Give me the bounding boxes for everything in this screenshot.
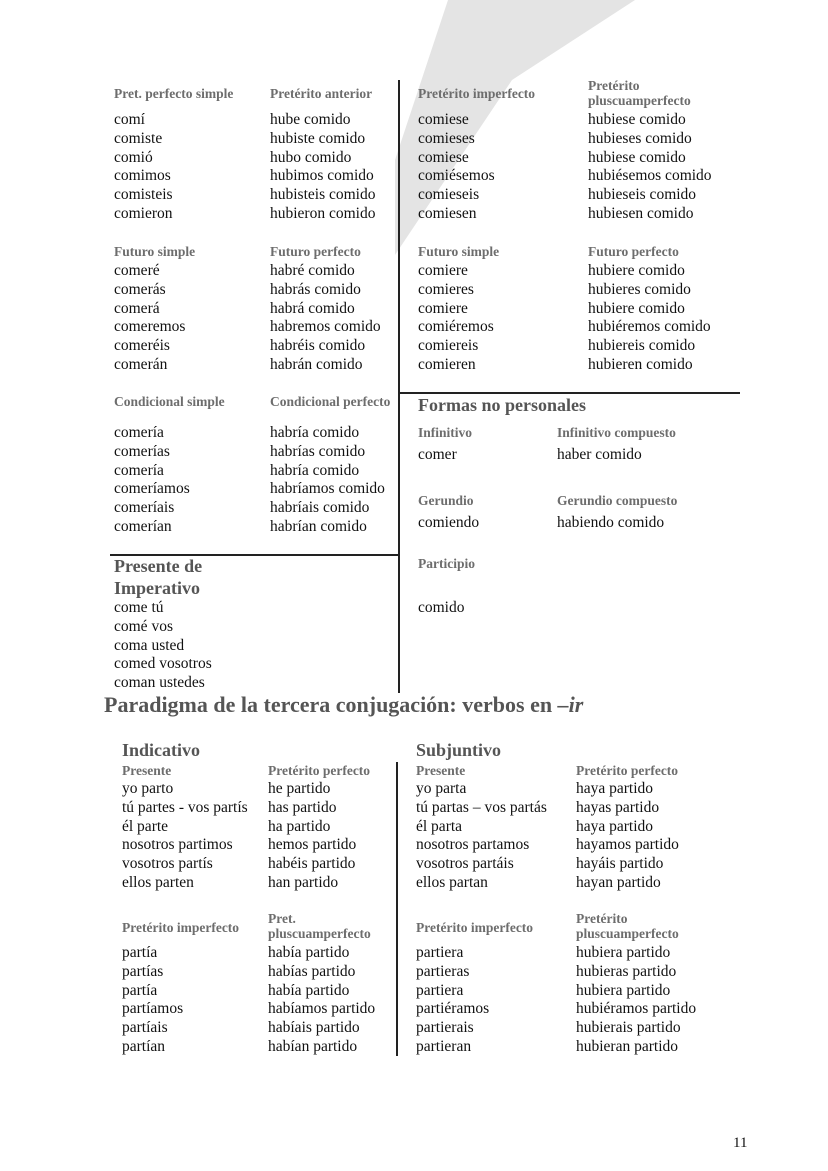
subj-pluscuamperfecto-column [576,911,679,941]
futuro-perfecto-ind-column [270,244,361,259]
verb-form: habrás comido [270,280,361,298]
condicional-perfecto-column [270,394,390,409]
verb-form: habré comido [270,262,355,279]
verb-form: hubieseis comido [588,186,697,204]
verb-form: nosotros partamos [416,836,530,854]
verb-form: habría comido [270,424,360,441]
verb-form: ellos parten [122,873,194,891]
verb-form: comeríais [114,499,175,517]
horizontal-rule [399,392,740,394]
imperativo-title-line2: Imperativo [114,577,200,598]
gerundio-compuesto-header: Gerundio compuesto [557,493,678,508]
imperativo-title [114,556,202,599]
verb-form: tú partes - vos partís [122,798,248,816]
ind-pret-perfecto-header: Pretérito perfecto [268,763,371,778]
verb-form: hubierais partido [576,1019,681,1037]
subj-pret-perfecto-forms [576,780,679,893]
infinitivo-header: Infinitivo [418,425,473,440]
verb-form: vosotros partáis [416,855,514,873]
column-header: Condicional simple [114,394,225,409]
futuro-perfecto-subj-column [588,244,679,259]
verb-form: había partido [268,944,350,961]
verb-form: coma usted [114,636,185,654]
participio-header: Participio [418,556,475,571]
gerundio-header: Gerundio [418,493,474,508]
verb-form: partía [122,944,158,961]
verb-form: hubieron comido [270,204,376,222]
verb-form: hubiera partido [576,981,671,999]
verb-form: hubiese comido [588,111,686,128]
verb-form: habremos comido [270,318,381,336]
verb-form: habrá comido [270,299,355,317]
verb-form: él parta [416,817,463,835]
verb-form: hubiéremos comido [588,318,711,336]
verb-form: comiésemos [418,167,495,185]
vertical-rule [396,762,398,1056]
verb-form: comieron [114,204,173,222]
verb-form: habrían comido [270,517,367,535]
indicativo-title: Indicativo [122,740,201,760]
verb-form: partía [122,981,158,999]
verb-form: habéis partido [268,855,356,873]
verb-form: comerás [114,280,166,298]
futuro-simple-ind-column [114,244,195,259]
section-title-suffix: –ir [557,692,584,717]
verb-form: comió [114,148,153,166]
pret-perfecto-simple-column [114,86,233,101]
verb-form: comerán [114,355,168,373]
column-header: Futuro simple [114,244,196,259]
futuro-simple-ind-forms [114,262,185,375]
ind-presente-forms [122,780,248,893]
subj-pret-imperfecto-forms [416,944,489,1057]
verb-form: comiesen [418,204,477,222]
column-header-line1: Pret. [268,911,296,926]
verb-form: tú partas – vos partás [416,798,547,816]
verb-form: hubiere comido [588,299,685,317]
column-header: Pret. perfecto simple [114,86,234,101]
verb-form: comeréis [114,337,170,355]
verb-form: habríais comido [270,499,370,517]
verb-form: he partido [268,780,331,797]
verb-form: comerá [114,299,160,317]
ind-pret-imperfecto-forms [122,944,183,1057]
verb-form: comiere [418,299,468,317]
verb-form: comieses [418,129,475,147]
verb-form: partías [122,962,164,980]
verb-form: ha partido [268,817,331,835]
verb-form: vosotros partís [122,855,213,873]
subjuntivo-title: Subjuntivo [416,740,502,760]
infinitivo-compuesto-header: Infinitivo compuesto [557,425,676,440]
verb-form: comed vosotros [114,655,212,673]
verb-form: hubieran partido [576,1037,679,1055]
verb-form: comimos [114,167,171,185]
verb-form: él parte [122,817,169,835]
verb-form: ellos partan [416,873,488,891]
verb-form: comisteis [114,186,173,204]
verb-form: comieseis [418,186,480,204]
verb-form: partían [122,1037,166,1055]
subj-pret-perfecto-header: Pretérito perfecto [576,763,679,778]
verb-form: nosotros partimos [122,836,233,854]
verb-form: yo parto [122,780,174,797]
subj-pluscuamperfecto-forms [576,944,696,1057]
verb-form: hayáis partido [576,855,664,873]
condicional-simple-column [114,394,225,409]
verb-form: comeré [114,262,160,279]
verb-form: hubiesen comido [588,204,694,222]
verb-form: comerían [114,517,172,535]
section-title [104,692,583,718]
pluscuamperfecto-subj-column [588,78,691,108]
verb-form: partiéramos [416,1000,490,1018]
condicional-perfecto-forms [270,424,385,537]
infinitivo-compuesto-value: haber comido [557,446,642,463]
verb-form: han partido [268,873,339,891]
verb-form: comiese [418,148,469,166]
verb-form: partieran [416,1037,472,1055]
column-header: Futuro simple [418,244,500,259]
column-header: Pretérito anterior [270,86,373,101]
verb-form: comería [114,424,164,441]
verb-form: hemos partido [268,836,357,854]
verb-form: hubieres comido [588,280,691,298]
verb-form: comí [114,111,145,128]
imperativo-title-line1: Presente de [114,556,203,576]
subj-pret-imperfecto-header: Pretérito imperfecto [416,920,534,935]
verb-form: hubiésemos comido [588,167,712,185]
futuro-simple-subj-forms [418,262,494,375]
column-header-line2: pluscuamperfecto [576,926,679,941]
verb-form: habría comido [270,461,360,479]
verb-form: partieras [416,962,470,980]
imperativo-forms [114,599,212,693]
verb-form: comiere [418,262,468,279]
verb-form: comé vos [114,617,173,635]
verb-form: haya partido [576,817,654,835]
verb-form: comeremos [114,318,186,336]
ind-pluscuamperfecto-forms [268,944,375,1057]
ind-pluscuamperfecto-column [268,911,371,941]
verb-form: comería [114,461,164,479]
verb-form: habréis comido [270,337,366,355]
column-header-line1: Pretérito [588,78,640,93]
verb-form: partiera [416,981,464,999]
verb-form: hayamos partido [576,836,679,854]
pret-imperfecto-subj-column [418,86,535,101]
verb-form: comiéremos [418,318,494,336]
verb-form: hubiéramos partido [576,1000,697,1018]
verb-form: hubieren comido [588,355,693,373]
pret-perfecto-simple-forms [114,111,173,224]
column-header: Futuro perfecto [588,244,679,259]
subj-presente-forms [416,780,547,893]
verb-form: partiera [416,944,464,961]
pret-anterior-column [270,86,372,101]
verb-form: hubiereis comido [588,337,696,355]
verb-form: hubimos comido [270,167,374,185]
verb-form: comieren [418,355,476,373]
verb-form: coman ustedes [114,674,205,692]
verb-form: comiereis [418,337,479,355]
verb-form: habíamos partido [268,1000,376,1018]
verb-form: come tú [114,599,164,616]
subj-presente-header: Presente [416,763,466,778]
verb-form: comerías [114,442,170,460]
gerundio-compuesto-value: habiendo comido [557,514,665,531]
verb-form: habrán comido [270,355,363,373]
ind-pret-perfecto-forms [268,780,356,893]
verb-form: yo parta [416,780,467,797]
verb-form: has partido [268,798,337,816]
verb-form: hubiste comido [270,129,366,147]
verb-form: comiste [114,129,163,147]
pluscuamperfecto-subj-forms [588,111,712,224]
verb-form: hubieras partido [576,962,677,980]
vertical-rule [398,80,400,693]
participio-value: comido [418,599,465,616]
column-header-line2: pluscuamperfecto [268,926,371,941]
infinitivo-value: comer [418,446,457,463]
section-title-prefix: Paradigma de la tercera conjugación: verbos en [104,692,558,717]
column-header: Condicional perfecto [270,394,391,409]
verb-form: hubo comido [270,148,352,166]
verb-form: habían partido [268,1037,358,1055]
verb-form: hubiere comido [588,262,685,279]
verb-form: hubiera partido [576,944,671,961]
ind-pret-imperfecto-header: Pretérito imperfecto [122,920,240,935]
verb-form: haya partido [576,780,654,797]
formas-no-personales-title: Formas no personales [418,395,586,415]
column-header: Futuro perfecto [270,244,361,259]
verb-form: hubisteis comido [270,186,376,204]
verb-form: había partido [268,981,350,999]
verb-form: comiese [418,111,469,128]
verb-form: partíamos [122,1000,184,1018]
verb-form: habías partido [268,962,356,980]
verb-form: partíais [122,1019,168,1037]
gerundio-value: comiendo [418,514,480,531]
verb-form: hubieses comido [588,129,692,147]
verb-form: comeríamos [114,480,190,498]
ind-presente-header: Presente [122,763,172,778]
verb-form: hubiese comido [588,148,686,166]
page-number: 11 [733,1135,748,1151]
pret-anterior-forms [270,111,375,224]
verb-form: comieres [418,280,474,298]
pret-imperfecto-subj-forms [418,111,495,224]
column-header-line1: Pretérito [576,911,628,926]
verb-form: hayas partido [576,798,660,816]
column-header-line2: pluscuamperfecto [588,93,691,108]
condicional-simple-forms [114,424,190,537]
verb-form: hube comido [270,111,351,128]
verb-form: habíais partido [268,1019,360,1037]
verb-form: partierais [416,1019,474,1037]
futuro-perfecto-ind-forms [270,262,381,375]
verb-form: habríamos comido [270,480,385,498]
verb-form: hayan partido [576,873,661,891]
verb-form: habrías comido [270,442,366,460]
column-header: Pretérito imperfecto [418,86,536,101]
futuro-perfecto-subj-forms [588,262,711,375]
futuro-simple-subj-column [418,244,499,259]
